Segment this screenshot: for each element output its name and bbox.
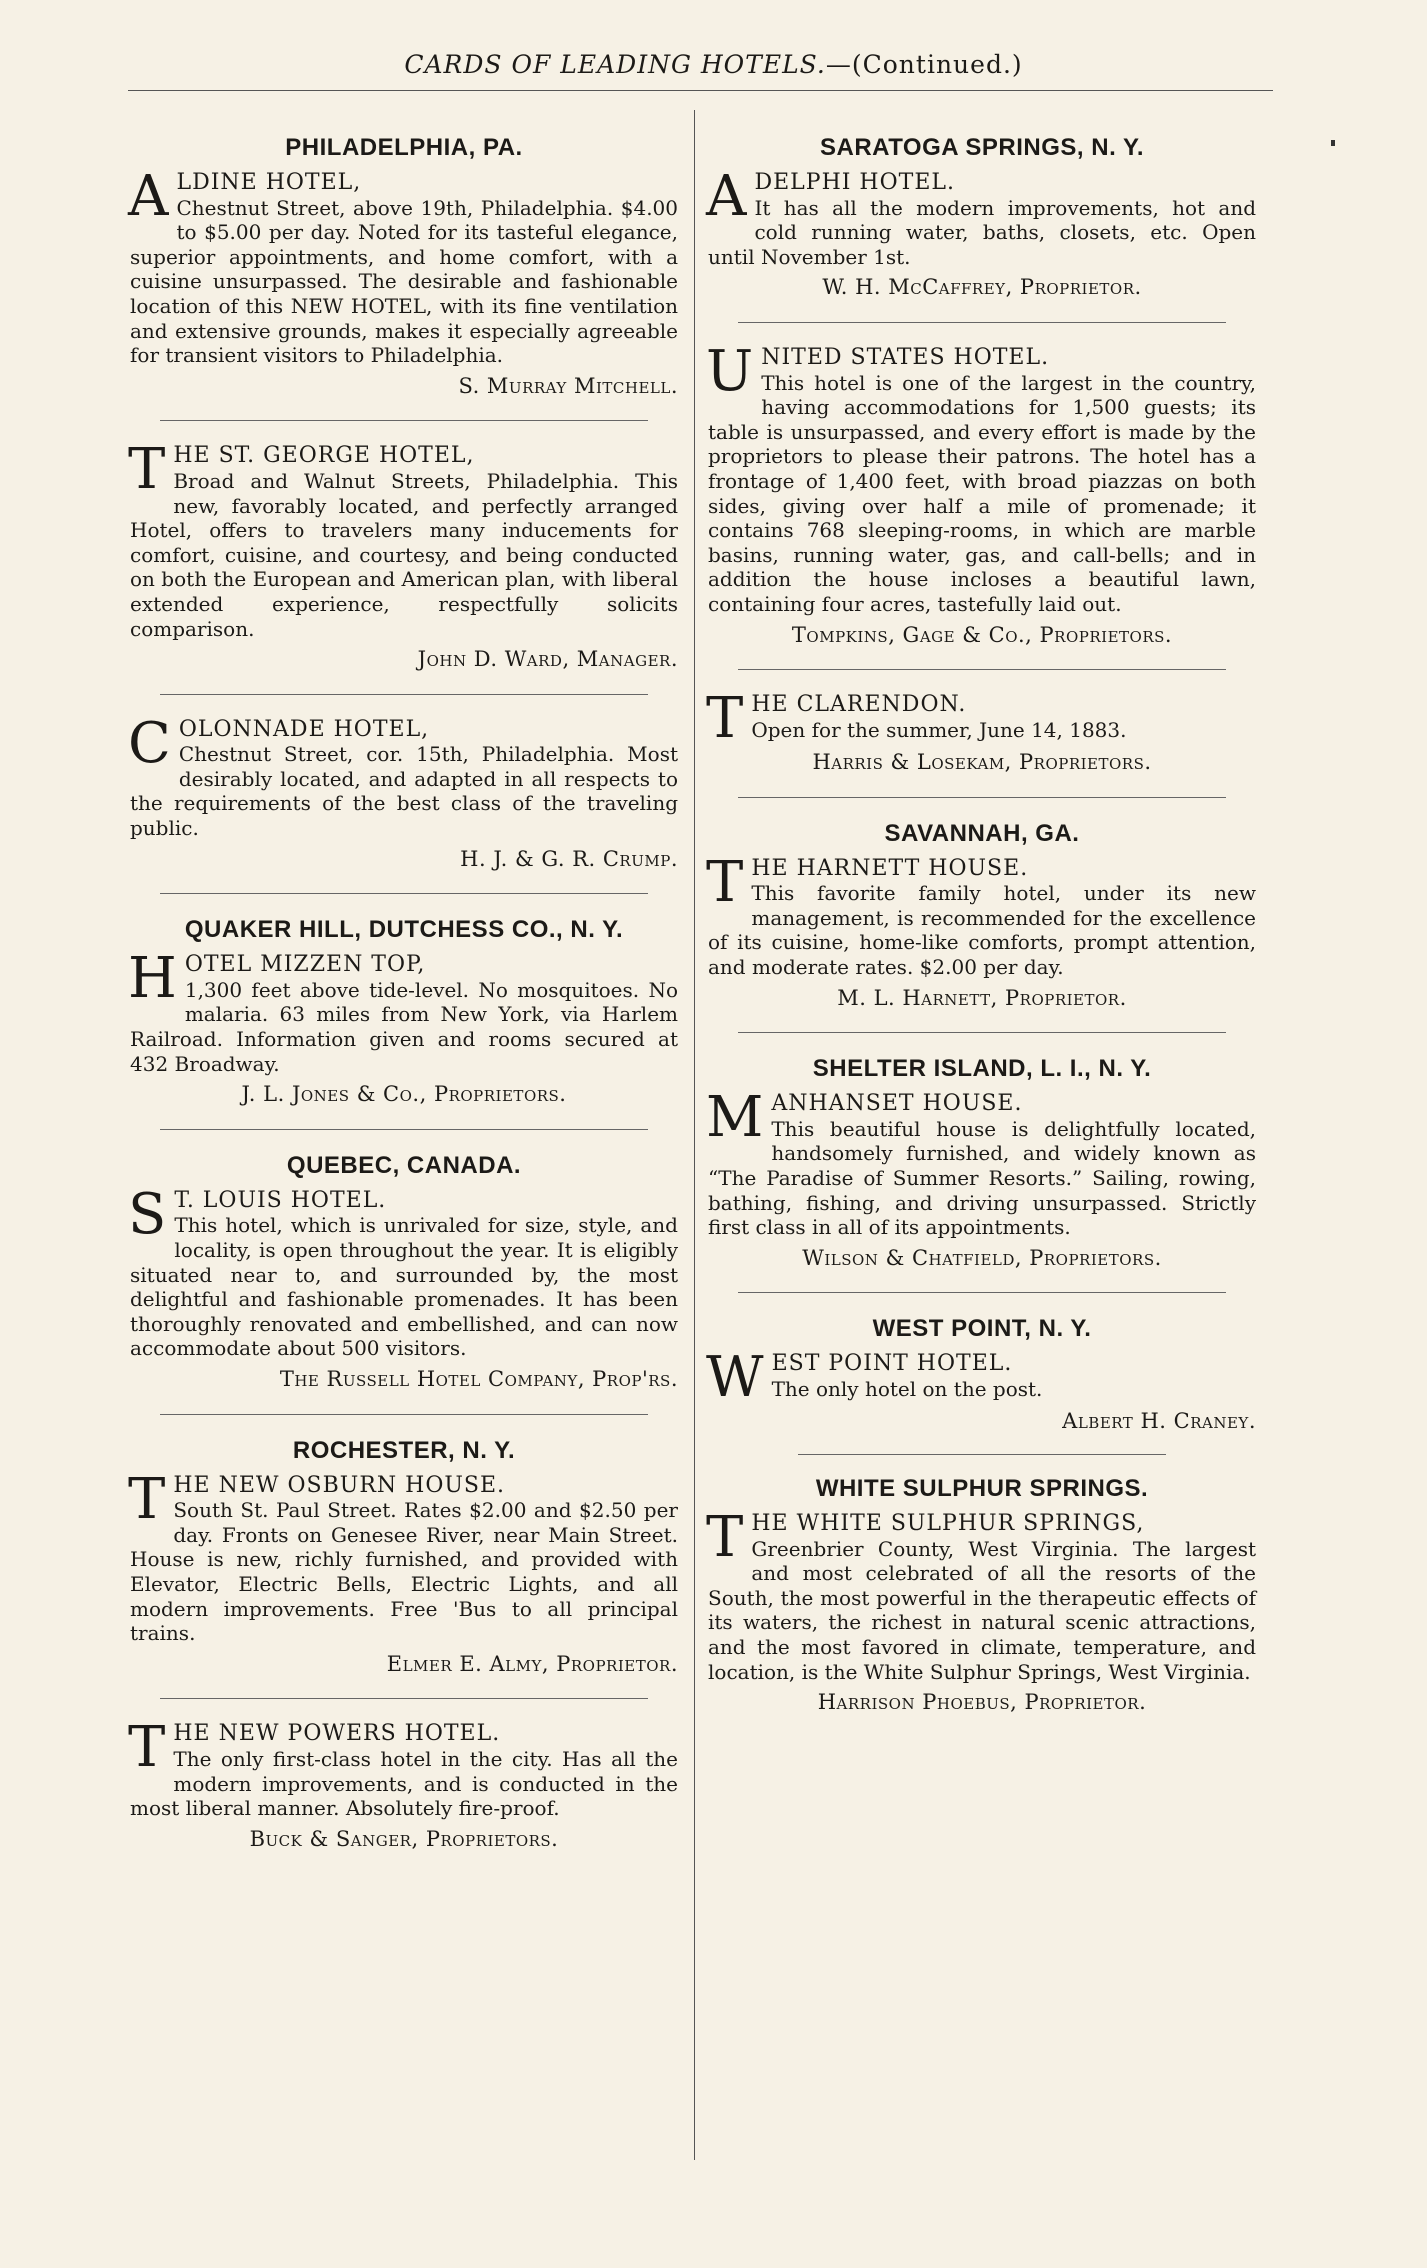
hotel-card-mizzen-top [128,946,678,1107]
hotel-card-aldine [128,164,678,398]
hotel-card-st-louis [128,1181,678,1392]
hotel-name: DELPHI HOTEL. [754,170,955,195]
divider [160,420,648,421]
drop-cap: U [706,338,754,404]
drop-cap: S [128,1181,167,1247]
hotel-card-st-george [128,437,678,672]
hotel-signature: The Russell Hotel Company, Prop'rs. [279,1366,678,1391]
hotel-signature: Elmer E. Almy, Proprietor. [386,1651,678,1676]
section-title-rochester: ROCHESTER, N. Y. [292,1436,516,1464]
ink-mark [1331,140,1335,146]
hotel-signature: John D. Ward, Manager. [417,647,678,672]
hotel-name: OLONNADE HOTEL, [178,716,430,742]
hotel-signature: Albert H. Craney. [1062,1409,1256,1434]
drop-cap: T [128,1715,166,1781]
hotel-description: South St. Paul Street. Rates $2.00 and $2.50 per day. Fronts on Genesee River, near Main Street. House is new, richly furnished, and provided with Elevator, Electric Bells, Electric Lights, and all modern improvements. Free 'Bus to all principal trains. [130,1498,678,1646]
hotel-card-harnett-house [706,849,1256,1011]
section-title-quebec: QUEBEC, CANADA. [286,1151,522,1179]
hotel-signature: M. L. Harnett, Proprietor. [837,985,1127,1010]
hotel-name: HE HARNETT HOUSE. [751,855,1029,881]
divider [798,1454,1166,1455]
hotel-signature: J. L. Jones & Co., Proprietors. [241,1082,567,1107]
drop-cap: T [128,437,166,503]
hotel-card-osburn-house [128,1466,678,1677]
hotel-signature: Wilson & Chatfield, Proprietors. [802,1245,1162,1270]
hotel-signature: S. Murray Mitchell. [458,373,678,398]
drop-cap: T [706,849,744,915]
hotel-card-united-states [706,338,1256,647]
hotel-signature: H. J. & G. R. Crump. [460,846,678,871]
hotel-description: This beautiful house is delightfully located, handsomely furnished, and widely known as “The Paradise of Summer Resorts.” Sailing, rowing, bathing, fishing, and driving unsurpassed. Strictly first class in all of its appointments. [708,1116,1256,1240]
hotel-name: EST POINT HOTEL. [771,1351,1013,1377]
hotel-signature: Buck & Sanger, Proprietors. [249,1826,559,1851]
hotel-description: This favorite family hotel, under its new management, is recommended for the excellence of its cuisine, home-like comforts, prompt attention, and moderate rates. $2.00 per day. [708,881,1256,980]
hotel-signature: W. H. McCaffrey, Proprietor. [822,275,1142,300]
drop-cap: M [706,1085,764,1151]
drop-cap: T [706,1505,744,1570]
hotel-name: HE ST. GEORGE HOTEL, [173,443,475,469]
section-title-west-point: WEST POINT, N. Y. [872,1315,1092,1343]
hotel-card-colonnade [128,710,678,872]
divider [738,669,1226,670]
drop-cap: T [706,686,744,752]
divider [738,1292,1226,1293]
hotel-signature: Tompkins, Gage & Co., Proprietors. [791,622,1173,647]
hotel-card-powers-hotel [128,1715,678,1851]
hotel-name: HE NEW POWERS HOTEL. [173,1721,501,1747]
drop-cap: T [128,1466,166,1532]
hotel-name: ANHANSET HOUSE. [771,1091,1023,1117]
hotel-name: T. LOUIS HOTEL. [174,1187,387,1213]
hotel-description: Greenbrier County, West Virginia. The largest and most celebrated of all the resorts of the South, the most powerful in the therapeutic effects of its waters, the richest in natural scenic attractions, and the most favored in climate, temperature, and location, is the White Sulphur Springs, West Virginia. [708,1536,1256,1684]
drop-cap: C [128,710,171,776]
drop-cap: A [706,164,747,229]
hotel-name: HE NEW OSBURN HOUSE. [173,1472,506,1498]
divider [738,797,1226,798]
running-head [0,50,1427,79]
hotel-name: OTEL MIZZEN TOP, [184,952,426,978]
section-title-saratoga: SARATOGA SPRINGS, N. Y. [819,134,1144,161]
hotel-card-adelphi [706,164,1256,300]
drop-cap: A [128,164,169,229]
column-divider [694,110,695,2160]
hotel-description: It has all the modern improvements, hot and cold running water, baths, closets, etc. Open until November 1st. [708,195,1256,269]
hotel-name: HE CLARENDON. [751,692,967,718]
drop-cap: H [128,946,177,1012]
section-title-shelter-island: SHELTER ISLAND, L. I., N. Y. [812,1055,1152,1083]
hotel-name: HE WHITE SULPHUR SPRINGS, [751,1511,1145,1536]
section-title-savannah: SAVANNAH, GA. [884,819,1080,847]
hotel-signature: Harrison Phoebus, Proprietor. [817,1690,1147,1715]
section-title-quaker-hill: QUAKER HILL, DUTCHESS CO., N. Y. [184,916,624,944]
hotel-description: The only hotel on the post. [771,1377,1043,1401]
running-title-continued: —(Continued.) [825,50,1023,79]
hotel-name: LDINE HOTEL, [176,170,362,195]
divider [738,322,1226,323]
divider [160,1698,648,1699]
right-column [708,120,1256,1715]
hotel-description: The only first-class hotel in the city. Has all the modern improvements, and is conducted in the most liberal manner. Absolutely fire-proof. [130,1746,678,1821]
divider [160,1129,648,1130]
divider [160,694,648,695]
hotel-description: Broad and Walnut Streets, Philadelphia. This new, favorably located, and perfectly arranged Hotel, offers to travelers many inducements for comfort, cuisine, and courtesy, and being conducted on both the European and American plan, with liberal extended experience, respectfully solicits comparison. [130,468,678,641]
top-rule [128,90,1273,91]
hotel-name: NITED STATES HOTEL. [761,344,1050,370]
divider [738,1032,1226,1033]
hotel-description: This hotel, which is unrivaled for size, style, and locality, is open throughout the year. It is eligibly situated near to, and surrounded by, the most delightful and fashionable promenades. It has been thoroughly renovated and embellished, and can now accommodate about 500 visitors. [130,1213,678,1361]
running-title: CARDS OF LEADING HOTELS. [404,50,826,79]
hotel-description: 1,300 feet above tide-level. No mosquitoes. No malaria. 63 miles from New York, via Harlem Railroad. Information given and rooms secured at 432 Broadway. [130,977,678,1076]
hotel-card-white-sulphur [706,1505,1256,1715]
hotel-description: Chestnut Street, above 19th, Philadelphia. $4.00 to $5.00 per day. Noted for its tasteful elegance, superior appointments, and home comfort, with a cuisine unsurpassed. The desirable and fashionable location of this NEW HOTEL, with its fine ventilation and extensive grounds, makes it especially agreeable for transient visitors to Philadelphia. [130,195,678,368]
hotel-description: This hotel is one of the largest in the country, having accommodations for 1,500 guests; its table is unsurpassed, and every effort is made by the proprietors to please their patrons. The hotel has a frontage of 1,400 feet, with broad piazzas on both sides, giving over half a mile of promenade; it contains 768 sleeping-rooms, in which are marble basins, running water, gas, and call-bells; and in addition the house incloses a beautiful lawn, containing four acres, tastefully laid out. [708,370,1256,616]
hotel-card-clarendon [706,686,1256,775]
drop-cap: W [706,1345,764,1411]
left-column [130,120,678,1851]
hotel-card-manhanset-house [706,1085,1256,1270]
section-title-white-sulphur: WHITE SULPHUR SPRINGS. [815,1475,1149,1502]
hotel-card-west-point [706,1345,1256,1434]
hotel-description: Chestnut Street, cor. 15th, Philadelphia. Most desirably located, and adapted in all respects to the requirements of the best class of the traveling public. [130,742,678,841]
hotel-description: Open for the summer, June 14, 1883. [751,717,1127,742]
divider [160,893,648,894]
section-title-philadelphia: PHILADELPHIA, PA. [285,134,523,161]
divider [160,1414,648,1415]
hotel-signature: Harris & Losekam, Proprietors. [812,750,1152,775]
